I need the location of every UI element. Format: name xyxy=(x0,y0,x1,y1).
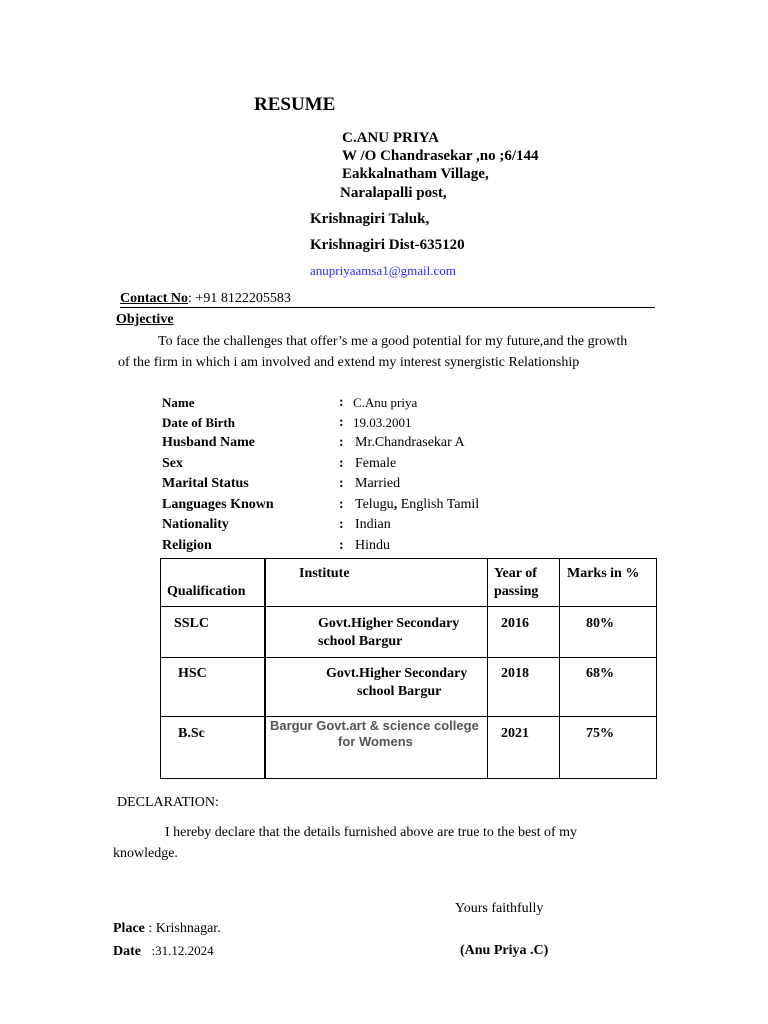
marks: 80% xyxy=(586,616,614,631)
header-qualification-cell xyxy=(161,559,266,607)
place-line xyxy=(113,921,221,937)
marks-cell xyxy=(560,607,657,658)
language-english-tamil: English Tamil xyxy=(397,497,480,512)
detail-label-sex: Sex xyxy=(162,456,183,471)
year-cell xyxy=(488,607,560,658)
detail-colon: : xyxy=(339,497,344,512)
applicant-name: C.ANU PRIYA xyxy=(342,130,439,146)
header-marks: Marks in % xyxy=(567,566,640,581)
place-value: : Krishnagar. xyxy=(144,921,221,936)
language-separator: , xyxy=(393,497,398,512)
detail-value-religion: Hindu xyxy=(355,538,390,553)
detail-label-languages: Languages Known xyxy=(162,497,274,512)
institute-cell xyxy=(265,717,488,779)
year-cell xyxy=(488,717,560,779)
qualification-cell xyxy=(161,607,266,658)
qualification: B.Sc xyxy=(178,726,205,741)
detail-value-marital: Married xyxy=(355,476,401,491)
contact-value: : +91 8122205583 xyxy=(188,291,291,306)
marks-cell xyxy=(560,717,657,779)
detail-label-nationality: Nationality xyxy=(162,517,229,532)
year: 2021 xyxy=(501,726,529,741)
table-header-row xyxy=(161,559,657,607)
contact-label: Contact No xyxy=(120,291,189,306)
declaration-heading: DECLARATION: xyxy=(117,795,219,810)
qualification: HSC xyxy=(178,666,207,681)
address-line-3: Naralapalli post, xyxy=(340,185,447,201)
detail-value-name: C.Anu priya xyxy=(353,395,418,410)
detail-value-dob: 19.03.2001 xyxy=(353,415,412,430)
signature-name: (Anu Priya .C) xyxy=(460,943,549,958)
resume-title: RESUME xyxy=(254,94,336,115)
institute-line1: Bargur Govt.art & science college xyxy=(270,718,479,733)
institute-line2: school Bargur xyxy=(318,634,403,649)
date-value: :31.12.2024 xyxy=(151,943,214,958)
date-line xyxy=(113,943,214,960)
marks: 75% xyxy=(586,726,614,741)
contact-line xyxy=(120,291,655,308)
detail-value-nationality: Indian xyxy=(355,517,391,532)
detail-colon: : xyxy=(339,476,344,491)
detail-label-dob: Date of Birth xyxy=(162,415,235,430)
address-line-2: Eakkalnatham Village, xyxy=(342,166,489,182)
detail-colon: : xyxy=(339,456,344,471)
header-qualification: Qualification xyxy=(167,584,246,599)
education-table xyxy=(160,558,657,779)
table-row xyxy=(161,658,657,717)
institute-line1: Govt.Higher Secondary xyxy=(326,666,468,681)
institute-cell xyxy=(265,607,488,658)
header-institute-cell xyxy=(265,559,488,607)
detail-label-marital: Marital Status xyxy=(162,476,249,491)
yours-faithfully: Yours faithfully xyxy=(455,901,544,916)
institute-line2: for Womens xyxy=(338,734,413,749)
detail-value-languages xyxy=(355,497,479,513)
detail-label-husband: Husband Name xyxy=(162,435,255,450)
address-line-1: W /O Chandrasekar ,no ;6/144 xyxy=(342,148,539,164)
detail-value-sex: Female xyxy=(355,456,397,471)
header-year-line2: passing xyxy=(494,584,539,599)
year-cell xyxy=(488,658,560,717)
email-link[interactable]: anupriyaamsa1@gmail.com xyxy=(310,263,456,278)
place-label: Place xyxy=(113,921,145,936)
header-marks-cell xyxy=(560,559,657,607)
detail-value-husband: Mr.Chandrasekar A xyxy=(355,435,465,450)
detail-colon: : xyxy=(339,538,344,553)
detail-colon: : xyxy=(339,415,344,430)
declaration-text: I hereby declare that the details furnished above are true to the best of my knowledge. xyxy=(113,825,578,861)
objective-text: To face the challenges that offer’s me a good potential for my future,and the growth of the firm in which i am involved and extend my interest synergistic Relationship xyxy=(118,334,628,370)
year: 2018 xyxy=(501,666,529,681)
institute-line2: school Bargur xyxy=(357,684,442,699)
table-row xyxy=(161,607,657,658)
detail-colon: : xyxy=(339,517,344,532)
table-row xyxy=(161,717,657,779)
qualification-cell xyxy=(161,717,266,779)
address-line-5: Krishnagiri Dist-635120 xyxy=(310,237,465,253)
detail-label-name: Name xyxy=(162,395,195,410)
marks-cell xyxy=(560,658,657,717)
objective-heading: Objective xyxy=(116,312,174,327)
marks: 68% xyxy=(586,666,614,681)
detail-colon: : xyxy=(339,435,344,450)
institute-line1: Govt.Higher Secondary xyxy=(318,616,460,631)
header-institute: Institute xyxy=(299,566,350,581)
date-label: Date xyxy=(113,944,141,959)
qualification: SSLC xyxy=(174,616,210,631)
header-year-cell xyxy=(488,559,560,607)
institute-cell xyxy=(265,658,488,717)
address-line-4: Krishnagiri Taluk, xyxy=(310,211,430,227)
year: 2016 xyxy=(501,616,529,631)
language-telugu: Telugu xyxy=(355,497,394,512)
detail-label-religion: Religion xyxy=(162,538,212,553)
qualification-cell xyxy=(161,658,266,717)
detail-colon: : xyxy=(339,395,344,410)
header-year-line1: Year of xyxy=(494,566,537,581)
